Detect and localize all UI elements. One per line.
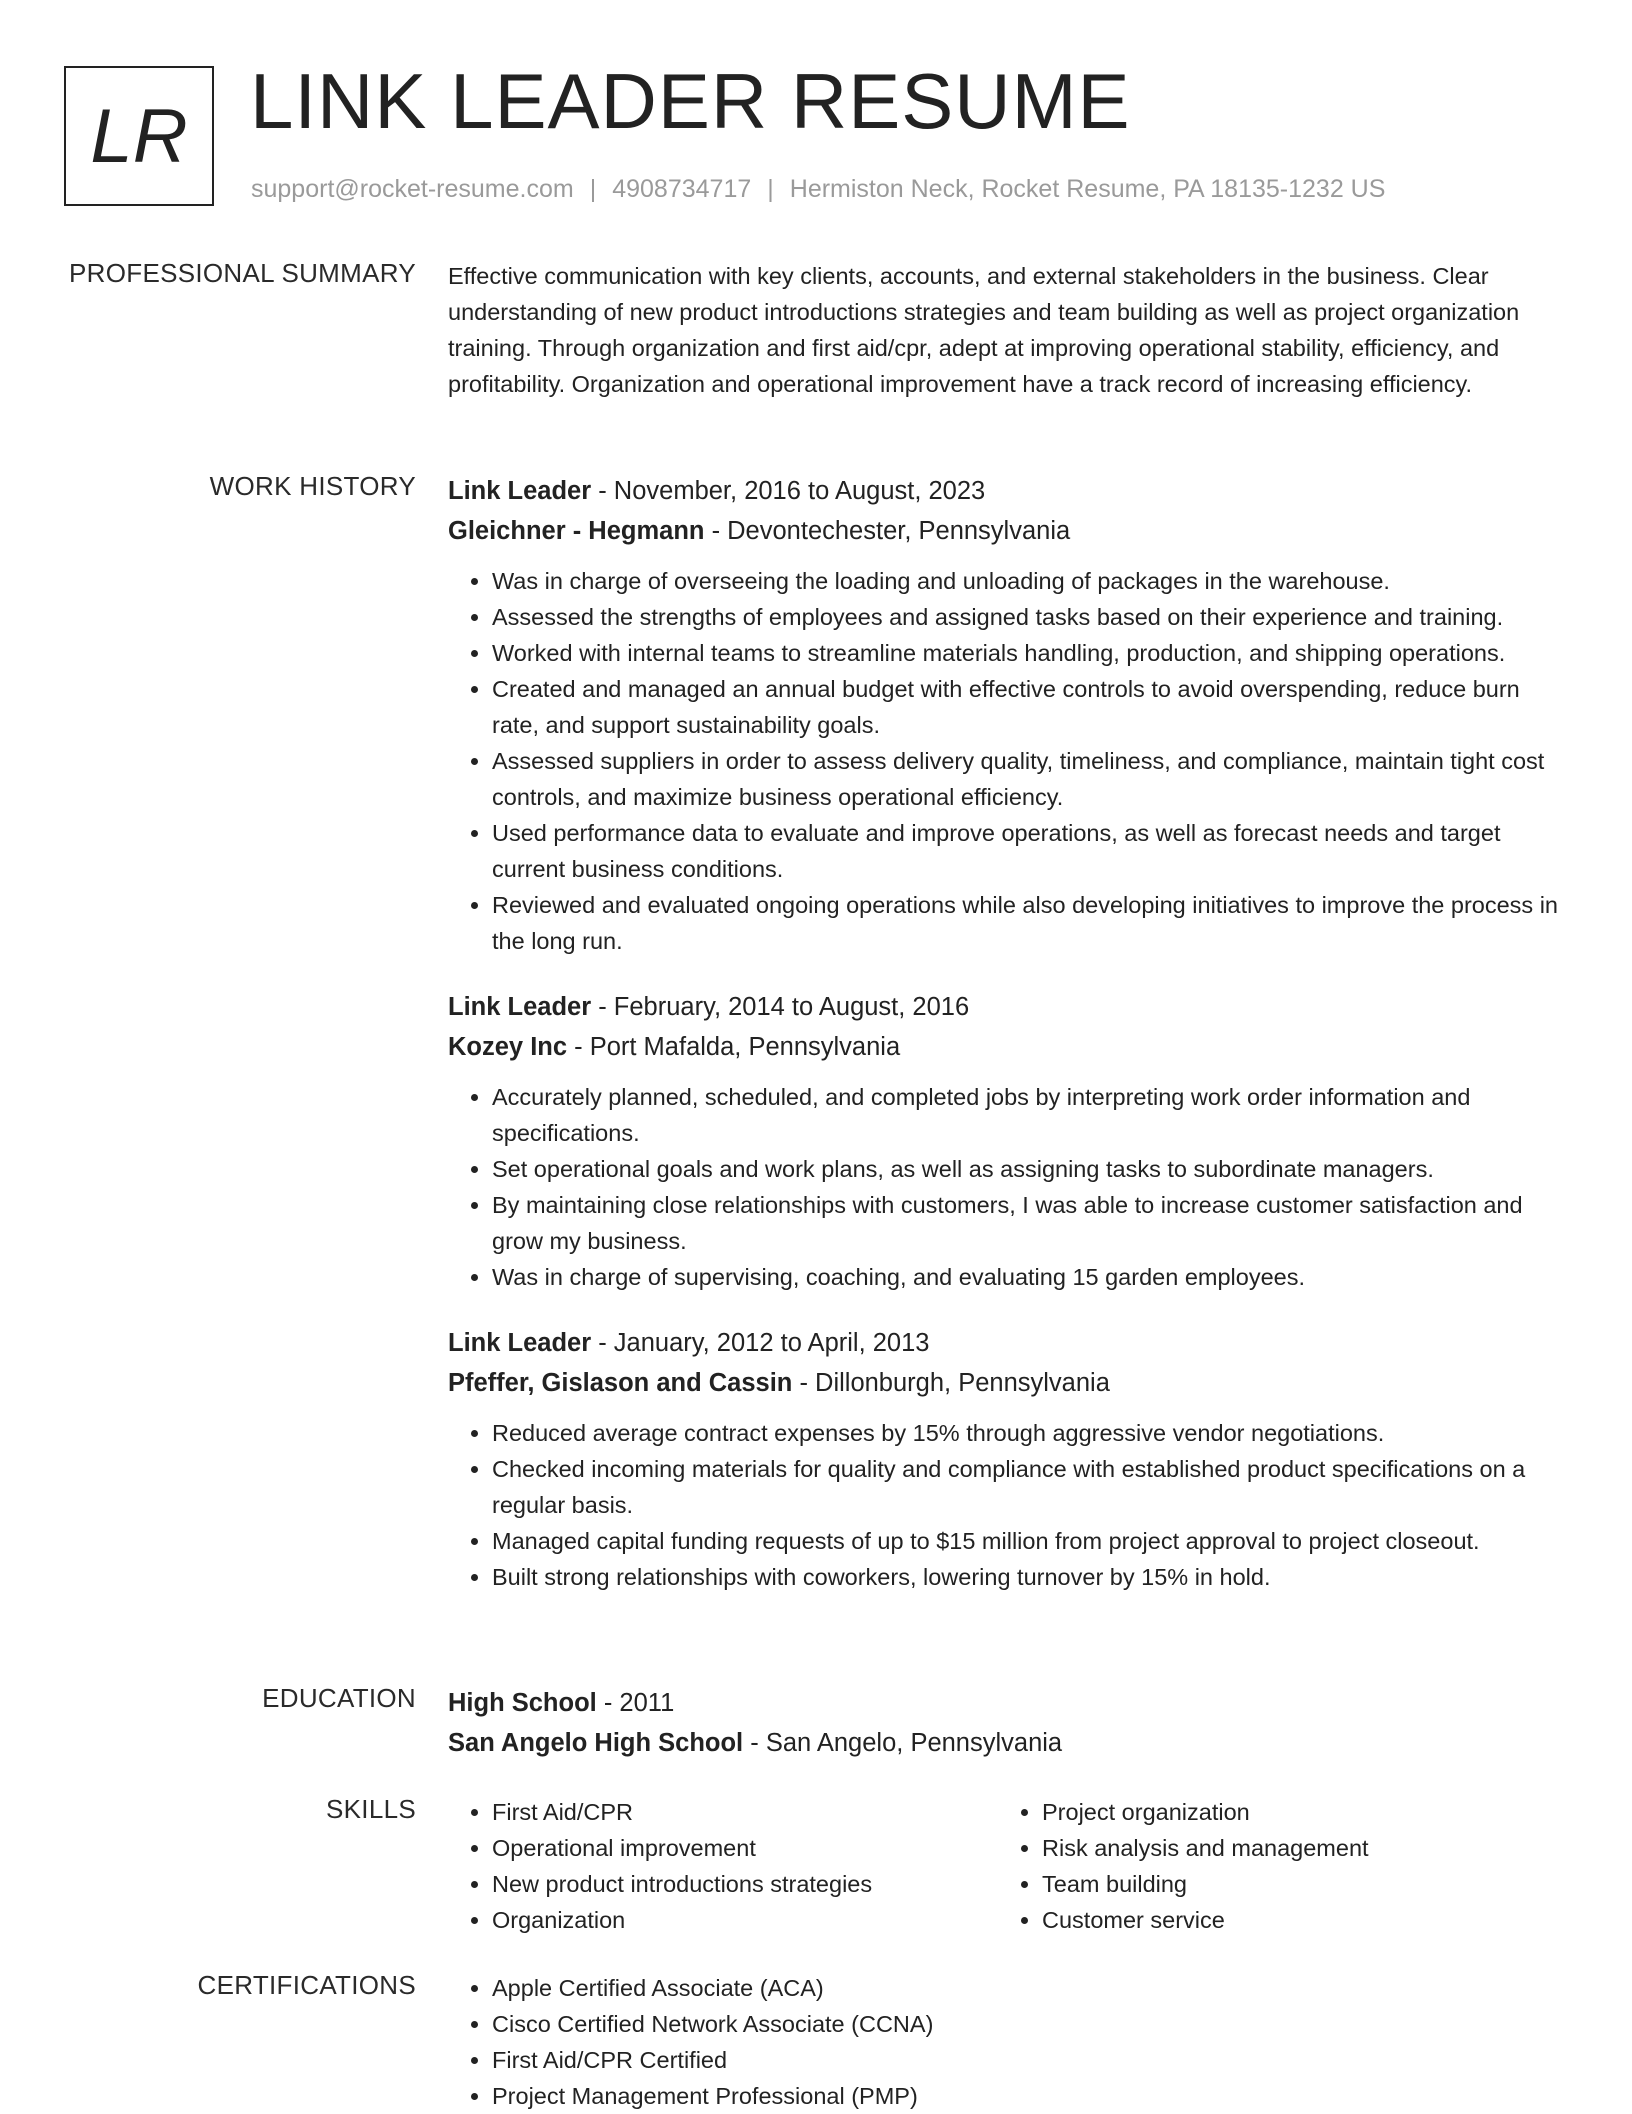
job-entry [448, 987, 1566, 1295]
job-entry [448, 1323, 1566, 1595]
job-bullet: • By maintaining close relationships with customers, I was able to increase customer satisfaction and grow my business. [492, 1187, 1566, 1259]
certification-item: • Project Management Professional (PMP) [492, 2078, 1566, 2114]
skill-item: • New product introductions strategies [492, 1866, 968, 1902]
summary-heading: PROFESSIONAL SUMMARY [69, 258, 416, 288]
work-history-heading: WORK HISTORY [209, 471, 416, 501]
skill-item: • Team building [1042, 1866, 1518, 1902]
summary-text: Effective communication with key clients, accounts, and external stakeholders in the business. Clear understanding of new product introductions strategies and team building as well as project organization training. Through organization and first aid/cpr, adept at improving operational stability, efficiency, and profitability. Organization and operational improvement have a track record of increasing efficiency. [448, 263, 1520, 397]
contact-email[interactable]: support@rocket-resume.com [251, 175, 574, 203]
job-company-line [448, 1027, 1566, 1067]
job-company: Pfeffer, Gislason and Cassin [448, 1369, 793, 1397]
job-title: Link Leader [448, 1329, 592, 1357]
job-bullet: • Worked with internal teams to streamline materials handling, production, and shipping operations. [492, 635, 1566, 671]
skills-column-left [448, 1794, 968, 1938]
job-bullet: • Managed capital funding requests of up to $15 million from project approval to project closeout. [492, 1523, 1566, 1559]
job-bullet: • Reviewed and evaluated ongoing operations while also developing initiatives to improve the process in the long run. [492, 887, 1566, 959]
education-degree-line [448, 1683, 1566, 1723]
contact-line [251, 175, 1385, 204]
education-school: San Angelo High School [448, 1729, 744, 1757]
job-entry [448, 471, 1566, 959]
job-list [448, 471, 1566, 1595]
job-bullet: • Set operational goals and work plans, as well as assigning tasks to subordinate managers. [492, 1151, 1566, 1187]
job-bullets [448, 1079, 1566, 1295]
job-bullet: • Was in charge of supervising, coaching, and evaluating 15 garden employees. [492, 1259, 1566, 1295]
job-bullet: • Assessed the strengths of employees and assigned tasks based on their experience and training. [492, 599, 1566, 635]
contact-separator: | [589, 175, 597, 203]
certification-item: • Apple Certified Associate (ACA) [492, 1970, 1566, 2006]
job-bullets [448, 563, 1566, 959]
skill-item: • First Aid/CPR [492, 1794, 968, 1830]
job-bullet: • Checked incoming materials for quality and compliance with established product specifications on a regular basis. [492, 1451, 1566, 1523]
skill-item: • Organization [492, 1902, 968, 1938]
skills-heading: SKILLS [326, 1794, 416, 1824]
certification-item: • Cisco Certified Network Associate (CCNA) [492, 2006, 1566, 2042]
job-title: Link Leader [448, 993, 592, 1021]
job-dates: - January, 2012 to April, 2013 [591, 1329, 930, 1357]
job-bullet: • Reduced average contract expenses by 15% through aggressive vendor negotiations. [492, 1415, 1566, 1451]
education-school-line [448, 1723, 1566, 1763]
contact-address: Hermiston Neck, Rocket Resume, PA 18135-1232 US [789, 175, 1386, 203]
education-heading: EDUCATION [262, 1683, 416, 1713]
job-bullets [448, 1415, 1566, 1595]
job-location: - Port Mafalda, Pennsylvania [567, 1033, 901, 1061]
skills-column-right [998, 1794, 1518, 1938]
skill-item: • Risk analysis and management [1042, 1830, 1518, 1866]
job-dates: - November, 2016 to August, 2023 [591, 477, 986, 505]
skill-item: • Operational improvement [492, 1830, 968, 1866]
contact-phone[interactable]: 4908734717 [612, 175, 752, 203]
job-company-line [448, 1363, 1566, 1403]
education-location: - San Angelo, Pennsylvania [743, 1729, 1063, 1757]
skill-item: • Project organization [1042, 1794, 1518, 1830]
job-title-line [448, 987, 1566, 1027]
job-bullet: • Used performance data to evaluate and improve operations, as well as forecast needs and target current business conditions. [492, 815, 1566, 887]
education-year: - 2011 [596, 1689, 675, 1717]
monogram-logo: LR [64, 66, 214, 206]
contact-separator: | [767, 175, 774, 203]
job-company-line [448, 511, 1566, 551]
certifications-heading: CERTIFICATIONS [197, 1970, 416, 2000]
certification-item: • First Aid/CPR Certified [492, 2042, 1566, 2078]
skill-item: • Customer service [1042, 1902, 1518, 1938]
certifications-list [448, 1970, 1566, 2114]
job-bullet: • Built strong relationships with coworkers, lowering turnover by 15% in hold. [492, 1559, 1566, 1595]
job-title: Link Leader [448, 477, 592, 505]
job-bullet: • Created and managed an annual budget with effective controls to avoid overspending, reduce burn rate, and support sustainability goals. [492, 671, 1566, 743]
resume-name: LINK LEADER RESUME [250, 57, 1131, 145]
job-location: - Dillonburgh, Pennsylvania [792, 1369, 1110, 1397]
job-dates: - February, 2014 to August, 2016 [591, 993, 970, 1021]
job-location: - Devontechester, Pennsylvania [704, 517, 1071, 545]
job-title-line [448, 471, 1566, 511]
job-bullet: • Accurately planned, scheduled, and completed jobs by interpreting work order information and specifications. [492, 1079, 1566, 1151]
job-bullet: • Was in charge of overseeing the loading and unloading of packages in the warehouse. [492, 563, 1566, 599]
job-bullet: • Assessed suppliers in order to assess delivery quality, timeliness, and compliance, maintain tight cost controls, and maximize business operational efficiency. [492, 743, 1566, 815]
job-company: Kozey Inc [448, 1033, 568, 1061]
education-degree: High School [448, 1689, 597, 1717]
job-title-line [448, 1323, 1566, 1363]
job-company: Gleichner - Hegmann [448, 517, 705, 545]
